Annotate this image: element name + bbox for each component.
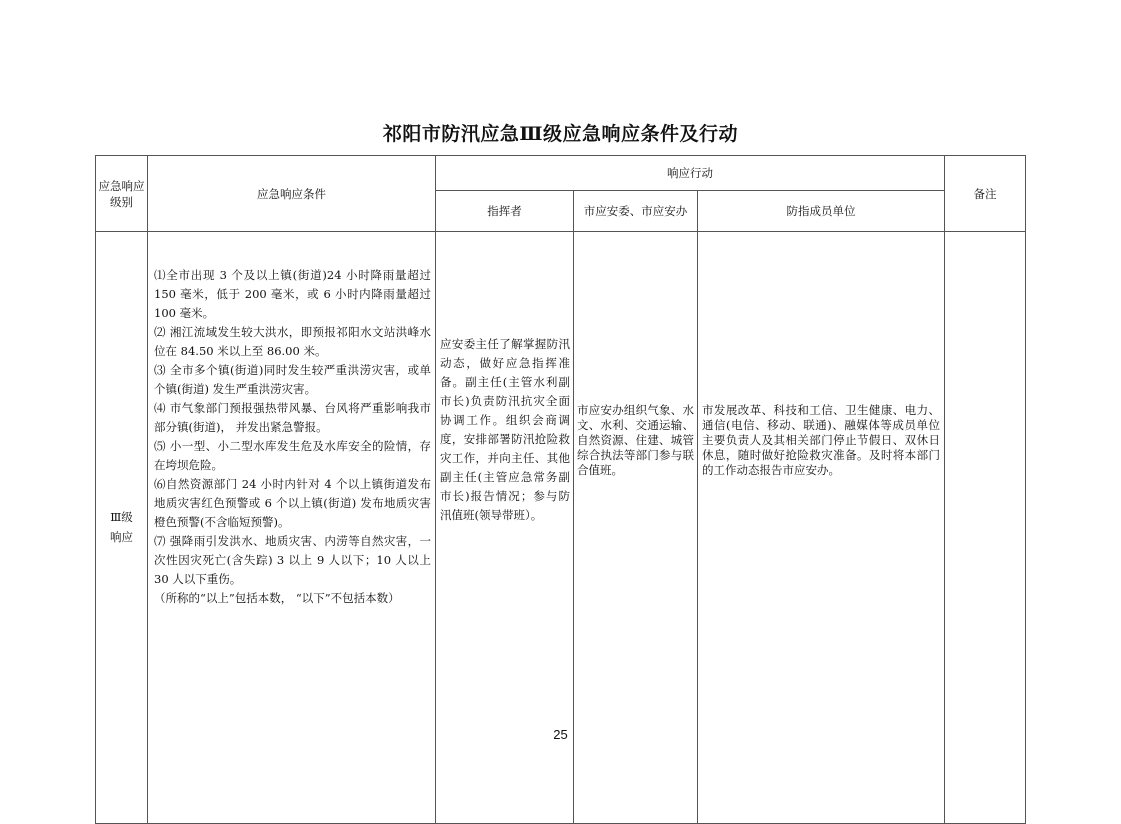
condition-item: ⑵ 湘江流域发生较大洪水，即预报祁阳水文站洪峰水位在 84.50 米以上至 86.00 米。 bbox=[154, 325, 431, 358]
condition-item: ⑹自然资源部门 24 小时内针对 4 个以上镇街道发布地质灾害红色预警或 6 个以上镇(街道) 发布地质灾害橙色预警(不含临短预警)。 bbox=[154, 477, 431, 529]
header-actions: 响应行动 bbox=[436, 156, 945, 191]
condition-item: ⑴全市出现 3 个及以上镇(街道)24 小时降雨量超过 150 毫米，低于 200 毫米，或 6 小时内降雨量超过 100 毫米。 bbox=[154, 268, 431, 320]
cell-level: Ⅲ级响应 bbox=[96, 232, 148, 824]
header-conditions: 应急响应条件 bbox=[148, 156, 436, 232]
header-level: 应急响应级别 bbox=[96, 156, 148, 232]
condition-note: （所称的“以上”包括本数， “以下”不包括本数） bbox=[154, 591, 400, 605]
cell-office: 市应安办组织气象、水文、水利、交通运输、自然资源、住建、城管综合执法等部门参与联合值班。 bbox=[574, 232, 698, 824]
condition-item: ⑷ 市气象部门预报强热带风暴、台风将严重影响我市部分镇(街道)， 并发出紧急警报。 bbox=[154, 401, 431, 434]
condition-item: ⑶ 全市多个镇(街道)同时发生较严重洪涝灾害，或单个镇(街道) 发生严重洪涝灾害。 bbox=[154, 363, 431, 396]
header-members: 防指成员单位 bbox=[698, 191, 945, 232]
condition-item: ⑺ 强降雨引发洪水、地质灾害、内涝等自然灾害，一次性因灾死亡(含失踪) 3 以上 9 人以下；10 人以上 30 人以下重伤。 bbox=[154, 534, 431, 586]
response-table bbox=[95, 155, 1026, 824]
page-number: 25 bbox=[553, 727, 568, 742]
header-commander: 指挥者 bbox=[436, 191, 574, 232]
header-office: 市应安委、市应安办 bbox=[574, 191, 698, 232]
page-title: 祁阳市防汛应急Ⅲ级应急响应条件及行动 bbox=[382, 123, 739, 145]
cell-commander: 应安委主任了解掌握防汛动态，做好应急指挥准备。副主任(主管水利副市长)负责防汛抗灾全面协调工作。组织会商调度，安排部署防汛抢险救灾工作，并向主任、其他副主任(主管应急常务副市长)报告情况；参与防汛值班(领导带班）。 bbox=[436, 232, 574, 824]
condition-item: ⑸ 小一型、小二型水库发生危及水库安全的险情，存在垮坝危险。 bbox=[154, 439, 431, 472]
cell-members: 市发展改革、科技和工信、卫生健康、电力、通信(电信、移动、联通)、融媒体等成员单位主要负责人及其相关部门停止节假日、双休日休息，随时做好抢险救灾准备。及时将本部门的工作动态报告市应安办。 bbox=[698, 232, 945, 824]
header-remarks: 备注 bbox=[945, 156, 1026, 232]
